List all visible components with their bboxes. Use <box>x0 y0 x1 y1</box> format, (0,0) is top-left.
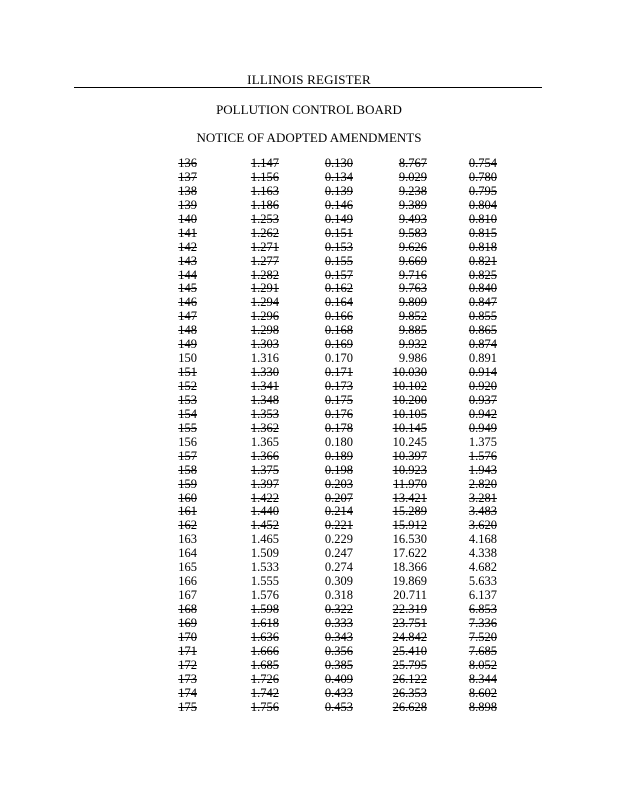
table-cell: 0.780 <box>468 169 497 184</box>
table-cell: 7.336 <box>468 615 497 630</box>
table-row <box>0 213 618 227</box>
table-cell: 8.344 <box>468 671 497 686</box>
table-cell: 170 <box>178 629 197 644</box>
agency-name: POLLUTION CONTROL BOARD <box>216 102 402 117</box>
table-row <box>0 241 618 255</box>
table-cell: 0.198 <box>324 462 353 477</box>
table-cell: 20.711 <box>393 588 427 603</box>
table-cell: 136 <box>178 156 197 170</box>
table-cell: 0.385 <box>324 657 353 672</box>
table-row <box>0 701 618 715</box>
table-cell: 151 <box>178 365 197 380</box>
table-cell: 0.274 <box>324 560 353 575</box>
table-row <box>0 269 618 283</box>
table-cell: 149 <box>178 337 197 352</box>
table-cell: 0.153 <box>324 239 353 254</box>
table-cell: 6.137 <box>468 588 497 603</box>
table-cell: 153 <box>178 392 197 407</box>
table-cell: 142 <box>178 239 197 254</box>
notice-type: NOTICE OF ADOPTED AMENDMENTS <box>196 130 422 145</box>
table-cell: 0.825 <box>468 267 497 282</box>
table-cell: 0.155 <box>324 253 353 268</box>
table-cell: 15.912 <box>392 518 427 533</box>
table-cell: 9.716 <box>398 267 427 282</box>
table-cell: 1.253 <box>250 211 279 226</box>
table-cell: 1.397 <box>250 476 279 491</box>
table-cell: 22.319 <box>392 602 427 616</box>
table-row <box>0 296 618 310</box>
table-cell: 10.105 <box>392 406 427 421</box>
table-cell: 8.052 <box>468 657 497 672</box>
data-table <box>0 157 618 715</box>
table-cell: 0.815 <box>468 225 497 240</box>
table-cell: 9.583 <box>398 225 427 240</box>
table-cell: 0.322 <box>324 602 353 616</box>
table-cell: 156 <box>178 434 197 449</box>
table-cell: 174 <box>178 685 197 700</box>
table-cell: 145 <box>178 281 197 296</box>
table-cell: 0.139 <box>324 183 353 198</box>
table-cell: 8.898 <box>468 699 497 714</box>
table-cell: 1.756 <box>250 699 279 714</box>
table-cell: 152 <box>178 379 197 393</box>
table-cell: 9.932 <box>398 337 427 352</box>
table-cell: 3.281 <box>468 490 497 505</box>
table-cell: 19.869 <box>392 574 427 589</box>
table-cell: 1.366 <box>250 448 279 463</box>
table-cell: 1.365 <box>250 434 279 449</box>
table-cell: 0.453 <box>324 699 353 714</box>
table-cell: 0.229 <box>324 532 353 547</box>
table-cell: 1.341 <box>250 379 279 393</box>
table-cell: 25.410 <box>392 643 427 658</box>
table-cell: 3.620 <box>468 518 497 533</box>
table-cell: 1.375 <box>468 434 497 449</box>
table-cell: 1.726 <box>250 671 279 686</box>
table-cell: 9.238 <box>398 183 427 198</box>
table-cell: 8.602 <box>468 685 497 700</box>
table-row <box>0 408 618 422</box>
table-row <box>0 324 618 338</box>
table-cell: 1.147 <box>250 156 279 170</box>
table-cell: 0.221 <box>324 518 353 533</box>
table-cell: 0.166 <box>324 309 353 324</box>
table-cell: 8.767 <box>398 156 427 170</box>
table-cell: 161 <box>178 504 197 519</box>
table-cell: 26.353 <box>392 685 427 700</box>
table-cell: 25.795 <box>392 657 427 672</box>
table-cell: 9.763 <box>398 281 427 296</box>
table-cell: 9.389 <box>398 197 427 212</box>
table-cell: 0.164 <box>324 295 353 310</box>
table-cell: 5.633 <box>468 574 497 589</box>
table-row <box>0 352 618 366</box>
table-cell: 0.847 <box>468 295 497 310</box>
table-cell: 173 <box>178 671 197 686</box>
table-cell: 164 <box>178 546 197 561</box>
table-cell: 0.920 <box>468 379 497 393</box>
table-cell: 0.409 <box>324 671 353 686</box>
table-cell: 9.986 <box>398 351 427 366</box>
table-cell: 158 <box>178 462 197 477</box>
table-cell: 144 <box>178 267 197 282</box>
table-row <box>0 227 618 241</box>
table-cell: 6.853 <box>468 602 497 616</box>
table-cell: 0.949 <box>468 420 497 435</box>
table-row <box>0 547 618 561</box>
table-cell: 0.818 <box>468 239 497 254</box>
table-cell: 0.168 <box>324 323 353 338</box>
table-cell: 166 <box>178 574 197 589</box>
table-cell: 157 <box>178 448 197 463</box>
table-cell: 0.180 <box>324 434 353 449</box>
table-row <box>0 450 618 464</box>
table-cell: 0.178 <box>324 420 353 435</box>
table-cell: 16.530 <box>392 532 427 547</box>
table-cell: 168 <box>178 602 197 616</box>
header-rule <box>74 87 542 88</box>
table-cell: 1.440 <box>250 504 279 519</box>
table-cell: 141 <box>178 225 197 240</box>
table-row <box>0 519 618 533</box>
table-cell: 0.134 <box>324 169 353 184</box>
table-cell: 11.970 <box>393 476 427 491</box>
table-cell: 1.509 <box>250 546 279 561</box>
table-cell: 1.303 <box>250 337 279 352</box>
table-cell: 0.247 <box>324 546 353 561</box>
table-cell: 0.810 <box>468 211 497 226</box>
table-cell: 0.865 <box>468 323 497 338</box>
table-row <box>0 631 618 645</box>
table-cell: 1.163 <box>250 183 279 198</box>
table-row <box>0 617 618 631</box>
table-cell: 148 <box>178 323 197 338</box>
table-cell: 0.804 <box>468 197 497 212</box>
table-row <box>0 561 618 575</box>
table-cell: 0.169 <box>324 337 353 352</box>
table-cell: 4.682 <box>468 560 497 575</box>
table-cell: 138 <box>178 183 197 198</box>
table-cell: 7.685 <box>468 643 497 658</box>
table-cell: 1.186 <box>250 197 279 212</box>
table-cell: 171 <box>178 643 197 658</box>
table-cell: 1.685 <box>250 657 279 672</box>
table-cell: 1.362 <box>250 420 279 435</box>
table-cell: 1.465 <box>250 532 279 547</box>
table-cell: 4.338 <box>468 546 497 561</box>
table-row <box>0 603 618 617</box>
table-cell: 1.666 <box>250 643 279 658</box>
table-row <box>0 255 618 269</box>
table-cell: 0.203 <box>324 476 353 491</box>
table-cell: 172 <box>178 657 197 672</box>
table-cell: 2.820 <box>468 476 497 491</box>
table-cell: 0.333 <box>324 615 353 630</box>
table-cell: 0.146 <box>324 197 353 212</box>
table-cell: 0.157 <box>324 267 353 282</box>
table-cell: 1.353 <box>250 406 279 421</box>
table-row <box>0 338 618 352</box>
table-cell: 15.289 <box>392 504 427 519</box>
table-cell: 23.751 <box>392 615 427 630</box>
table-cell: 0.189 <box>324 448 353 463</box>
table-cell: 0.891 <box>468 351 497 366</box>
table-cell: 1.742 <box>250 685 279 700</box>
table-cell: 0.207 <box>324 490 353 505</box>
table-cell: 10.397 <box>392 448 427 463</box>
table-cell: 7.520 <box>468 629 497 644</box>
table-cell: 154 <box>178 406 197 421</box>
table-cell: 9.669 <box>398 253 427 268</box>
table-cell: 1.618 <box>250 615 279 630</box>
table-row <box>0 199 618 213</box>
table-cell: 175 <box>178 699 197 714</box>
table-cell: 18.366 <box>392 560 427 575</box>
table-cell: 137 <box>178 169 197 184</box>
table-cell: 9.885 <box>398 323 427 338</box>
table-cell: 167 <box>178 588 197 603</box>
table-cell: 150 <box>178 351 197 366</box>
table-cell: 1.375 <box>250 462 279 477</box>
table-cell: 139 <box>178 197 197 212</box>
table-cell: 1.348 <box>250 392 279 407</box>
table-cell: 1.277 <box>250 253 279 268</box>
table-row <box>0 659 618 673</box>
table-row <box>0 310 618 324</box>
table-cell: 1.296 <box>250 309 279 324</box>
table-cell: 26.628 <box>392 699 427 714</box>
table-cell: 0.151 <box>324 225 353 240</box>
table-row <box>0 673 618 687</box>
table-cell: 0.937 <box>468 392 497 407</box>
table-cell: 10.030 <box>392 365 427 380</box>
table-row <box>0 645 618 659</box>
table-row <box>0 464 618 478</box>
register-title: ILLINOIS REGISTER <box>247 72 371 87</box>
table-row <box>0 157 618 171</box>
table-cell: 143 <box>178 253 197 268</box>
table-cell: 9.626 <box>398 239 427 254</box>
table-cell: 10.245 <box>392 434 427 449</box>
table-cell: 10.923 <box>392 462 427 477</box>
table-row <box>0 505 618 519</box>
table-cell: 165 <box>178 560 197 575</box>
table-cell: 10.102 <box>392 379 427 393</box>
table-cell: 0.795 <box>468 183 497 198</box>
table-cell: 0.173 <box>324 379 353 393</box>
table-row <box>0 687 618 701</box>
table-cell: 0.821 <box>468 253 497 268</box>
table-cell: 1.330 <box>250 365 279 380</box>
table-row <box>0 478 618 492</box>
table-cell: 1.291 <box>250 281 279 296</box>
table-cell: 1.598 <box>250 602 279 616</box>
table-cell: 146 <box>178 295 197 310</box>
table-cell: 9.852 <box>398 309 427 324</box>
table-cell: 9.809 <box>398 295 427 310</box>
table-cell: 17.622 <box>392 546 427 561</box>
table-cell: 169 <box>178 615 197 630</box>
table-cell: 1.262 <box>250 225 279 240</box>
table-row <box>0 422 618 436</box>
table-cell: 0.130 <box>324 156 353 170</box>
table-cell: 0.855 <box>468 309 497 324</box>
table-cell: 0.914 <box>468 365 497 380</box>
table-cell: 162 <box>178 518 197 533</box>
table-cell: 0.874 <box>468 337 497 352</box>
table-row <box>0 436 618 450</box>
table-cell: 1.576 <box>250 588 279 603</box>
table-cell: 1.636 <box>250 629 279 644</box>
table-cell: 0.840 <box>468 281 497 296</box>
table-cell: 0.176 <box>324 406 353 421</box>
table-cell: 1.422 <box>250 490 279 505</box>
table-cell: 0.356 <box>324 643 353 658</box>
table-row <box>0 533 618 547</box>
table-cell: 1.156 <box>250 169 279 184</box>
table-row <box>0 394 618 408</box>
table-row <box>0 171 618 185</box>
table-row <box>0 492 618 506</box>
table-cell: 0.754 <box>468 156 497 170</box>
table-cell: 0.170 <box>324 351 353 366</box>
table-row <box>0 185 618 199</box>
table-cell: 1.452 <box>250 518 279 533</box>
table-cell: 1.555 <box>250 574 279 589</box>
table-cell: 1.271 <box>250 239 279 254</box>
table-cell: 160 <box>178 490 197 505</box>
table-cell: 9.493 <box>398 211 427 226</box>
table-cell: 1.316 <box>250 351 279 366</box>
table-row <box>0 282 618 296</box>
table-cell: 1.282 <box>250 267 279 282</box>
table-cell: 159 <box>178 476 197 491</box>
table-cell: 9.029 <box>398 169 427 184</box>
table-row <box>0 575 618 589</box>
table-cell: 1.533 <box>250 560 279 575</box>
table-cell: 0.942 <box>468 406 497 421</box>
table-cell: 0.171 <box>324 365 353 380</box>
table-cell: 0.149 <box>324 211 353 226</box>
table-cell: 155 <box>178 420 197 435</box>
table-cell: 4.168 <box>468 532 497 547</box>
table-cell: 0.318 <box>324 588 353 603</box>
table-cell: 1.943 <box>468 462 497 477</box>
table-cell: 3.483 <box>468 504 497 519</box>
table-cell: 0.175 <box>324 392 353 407</box>
table-cell: 0.309 <box>324 574 353 589</box>
table-cell: 0.433 <box>324 685 353 700</box>
table-cell: 10.200 <box>392 392 427 407</box>
table-cell: 1.298 <box>250 323 279 338</box>
table-cell: 147 <box>178 309 197 324</box>
table-cell: 26.122 <box>392 671 427 686</box>
table-cell: 140 <box>178 211 197 226</box>
table-cell: 0.214 <box>324 504 353 519</box>
table-cell: 163 <box>178 532 197 547</box>
table-cell: 10.145 <box>392 420 427 435</box>
table-cell: 1.576 <box>468 448 497 463</box>
table-cell: 13.421 <box>392 490 427 505</box>
table-row <box>0 366 618 380</box>
table-cell: 0.343 <box>324 629 353 644</box>
table-cell: 24.842 <box>392 629 427 644</box>
table-cell: 1.294 <box>250 295 279 310</box>
table-row <box>0 380 618 394</box>
table-row <box>0 589 618 603</box>
table-cell: 0.162 <box>324 281 353 296</box>
